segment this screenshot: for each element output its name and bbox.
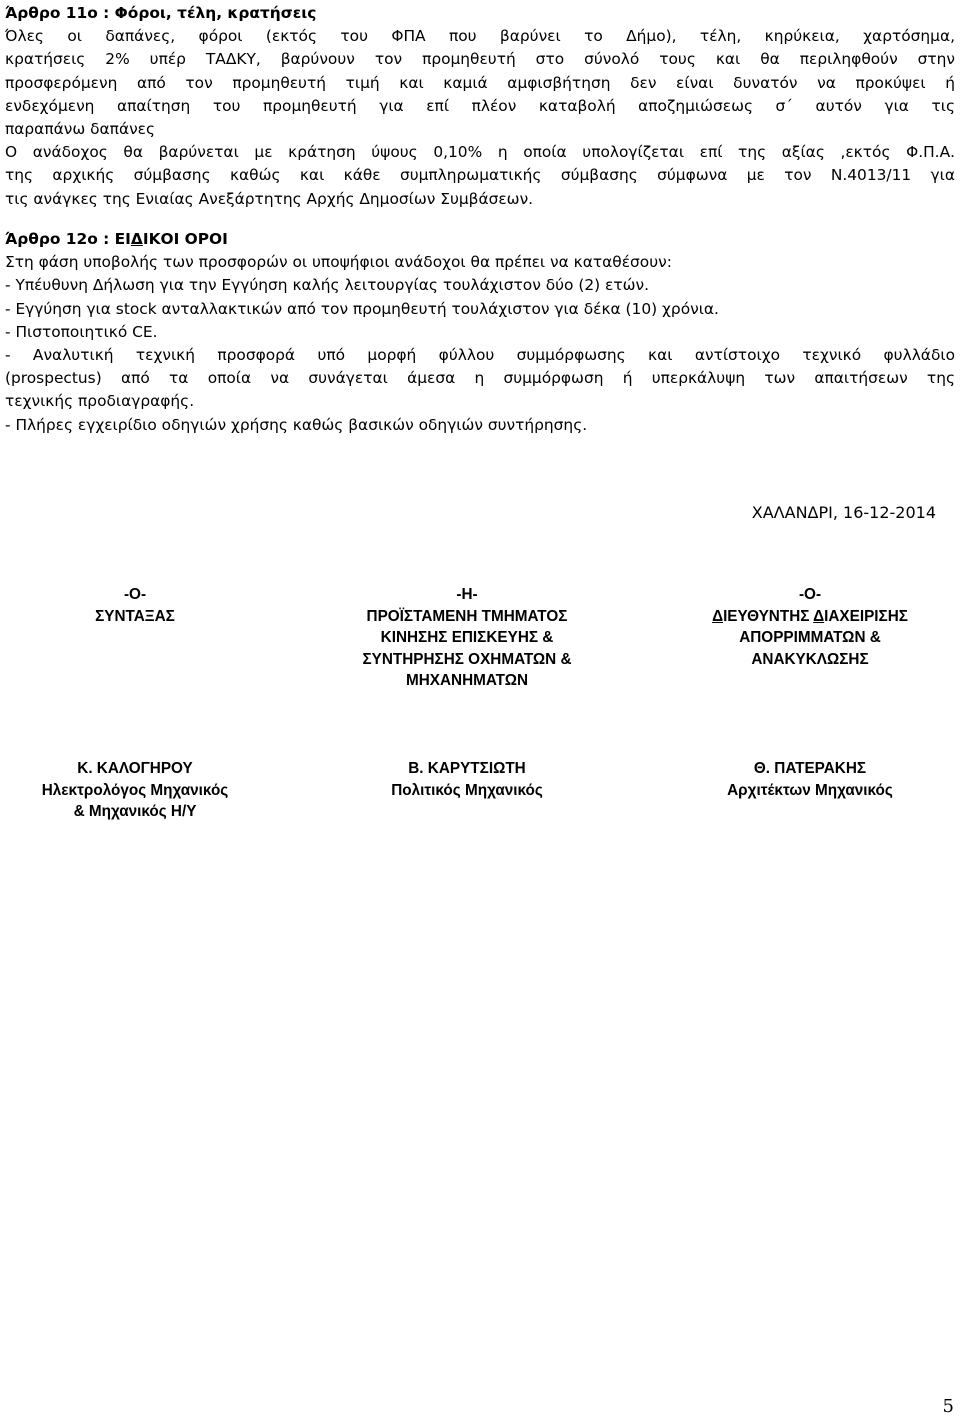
article-12-line: - Υπέυθυνη Δήλωση για την Εγγύηση καλής λειτουργίας τουλάχιστον δύο (2) ετών.: [5, 276, 649, 295]
signature-title: Αρχιτέκτων Μηχανικός: [727, 781, 893, 799]
article-12-line: - Αναλυτική τεχνική προσφορά υπό μορφή φύλλου συμμόρφωσης και αντίστοιχο τεχνικό φυλλάδιο: [5, 346, 955, 365]
signature-title: Πολιτικός Μηχανικός: [391, 781, 543, 799]
article-11-line: τις ανάγκες της Ενιαίας Ανεξάρτητης Αρχής Δημοσίων Συμβάσεων.: [5, 189, 534, 208]
article-12-line: Στη φάση υποβολής των προσφορών οι υποψήφιοι ανάδοχοι θα πρέπει να καταθέσουν:: [5, 253, 672, 272]
signature-name-block: [312, 758, 622, 801]
signature-mark: -Ο-: [798, 586, 822, 603]
article-12-title: Άρθρο 12ο : ΕΙΔΙΚΟΙ ΟΡΟΙ: [5, 230, 228, 248]
page-number: 5: [942, 1396, 954, 1417]
signature-title: Ηλεκτρολόγος Μηχανικός: [41, 781, 229, 799]
signature-name: Β. ΚΑΡΥΤΣΙΩΤΗ: [408, 760, 526, 777]
signature-name: Κ. ΚΑΛΟΓΗΡΟΥ: [77, 760, 193, 777]
article-11-line: της αρχικής σύμβασης καθώς και κάθε συμπληρωματικής σύμβασης σύμφωνα με τον Ν.4013/11 για: [5, 166, 955, 185]
article-12-line: (prospectus) από τα οποία να συνάγεται άμεσα η συμμόρφωση ή υπερκάλυψη των απαιτήσεων της: [5, 369, 955, 388]
article-11-line: Όλες οι δαπάνες, φόροι (εκτός του ΦΠΑ που βαρύνει το Δήμο), τέλη, κηρύκεια, χαρτόσημα,: [5, 27, 955, 46]
article-12-line: - Εγγύηση για stock ανταλλακτικών από τον προμηθευτή τουλάχιστον για δέκα (10) χρόνια.: [5, 299, 719, 318]
date-line: ΧΑΛΑΝΔΡΙ, 16-12-2014: [751, 503, 936, 522]
article-11: [5, 2, 955, 211]
signature-role: ΣΥΝΤΑΞΑΣ: [95, 607, 175, 625]
article-11-line: Ο ανάδοχος θα βαρύνεται με κράτηση ύψους 0,10% η οποία υπολογίζεται επί της αξίας ,εκτός Φ.Π.Α.: [5, 143, 955, 162]
signature-role: ΑΝΑΚΥΚΛΩΣΗΣ: [751, 650, 869, 668]
article-11-title: Άρθρο 11ο : Φόροι, τέλη, κρατήσεις: [5, 4, 317, 22]
article-11-line: προσφερόμενη από τον προμηθευτή τιμή και καμιά αμφισβήτηση δεν είναι δυνατόν να προκύψει ή: [5, 73, 955, 92]
signature-role: ΜΗΧΑΝΗΜΑΤΩΝ: [405, 672, 529, 689]
signature-mark: -Η-: [456, 586, 478, 603]
signature-role: ΣΥΝΤΗΡΗΣΗΣ ΟΧΗΜΑΤΩΝ &: [362, 650, 572, 668]
signature-title: & Μηχανικός Η/Υ: [73, 803, 197, 820]
article-11-line: παραπάνω δαπάνες: [5, 120, 156, 139]
signature-block-director: [675, 584, 945, 799]
signature-name-block: [0, 758, 270, 823]
article-12-line: - Πλήρες εγχειρίδιο οδηγιών χρήσης καθώς βασικών οδηγιών συντήρησης.: [5, 415, 588, 434]
article-11-line: ενδεχόμενη απαίτηση του προμηθευτή για επί πλέον καταβολή αποζημιώσεως σ΄ αυτόν για τις: [5, 96, 955, 115]
signature-mark: -Ο-: [123, 586, 147, 603]
signature-role: ΑΠΟΡΡΙΜΜΑΤΩΝ &: [739, 629, 881, 646]
signature-role: ΚΙΝΗΣΗΣ ΕΠΙΣΚΕΥΗΣ &: [380, 629, 554, 646]
signature-name: Θ. ΠΑΤΕΡΑΚΗΣ: [753, 760, 867, 777]
signature-block-compiler: [0, 584, 270, 820]
signature-role: ΔΙΕΥΘΥΝΤΗΣ ΔΙΑΧΕΙΡΙΣΗΣ: [712, 607, 908, 625]
signature-name-block: [675, 758, 945, 801]
article-12: [5, 228, 955, 437]
article-11-line: κρατήσεις 2% υπέρ ΤΑΔΚΥ, βαρύνουν τον προμηθευτή στο σύνολό τους και θα περιληφθούν στην: [5, 50, 955, 69]
signature-block-head-of-department: [312, 584, 622, 799]
article-12-line: τεχνικής προδιαγραφής.: [5, 392, 195, 411]
article-12-line: - Πιστοποιητικό CE.: [5, 322, 158, 341]
signature-role: ΠΡΟΪΣΤΑΜΕΝΗ ΤΜΗΜΑΤΟΣ: [366, 607, 568, 625]
